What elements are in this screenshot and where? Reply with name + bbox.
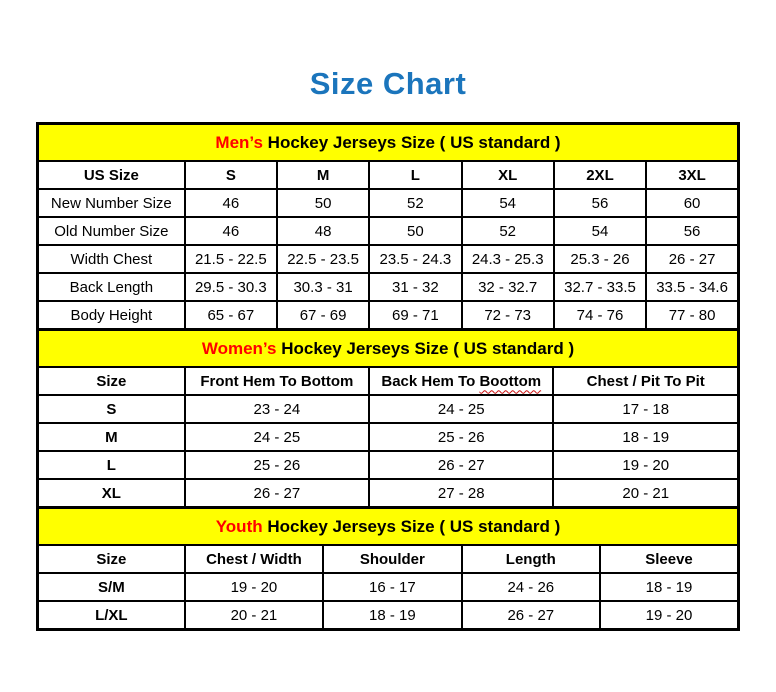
section-title-rest: Hockey Jerseys Size ( US standard ) [262, 516, 561, 536]
section-title-men [38, 124, 739, 162]
cell-value: 46 [185, 189, 277, 217]
page-title: Size Chart [309, 66, 467, 101]
cell-value: 24.3 - 25.3 [462, 245, 554, 273]
section-title-youth [38, 508, 739, 546]
cell-value: 54 [462, 189, 554, 217]
column-header: S [185, 161, 277, 189]
row-header: Width Chest [38, 245, 185, 273]
section-title-highlight: Women’s [201, 338, 277, 358]
row-header: XL [38, 479, 185, 508]
column-header: 2XL [554, 161, 646, 189]
cell-value: 17 - 18 [553, 395, 738, 423]
section-title-rest: Hockey Jerseys Size ( US standard ) [262, 132, 561, 152]
table-row [38, 273, 739, 301]
cell-value: 67 - 69 [277, 301, 369, 330]
column-header: US Size [38, 161, 185, 189]
column-header: Shoulder [323, 545, 461, 573]
cell-value: 56 [554, 189, 646, 217]
cell-value: 18 - 19 [600, 573, 738, 601]
cell-value: 23.5 - 24.3 [369, 245, 461, 273]
cell-value: 29.5 - 30.3 [185, 273, 277, 301]
womens-size-table [36, 328, 740, 509]
column-header: Chest / Pit To Pit [553, 367, 738, 395]
section-band-men [38, 124, 739, 162]
cell-value: 24 - 25 [185, 423, 369, 451]
cell-value: 16 - 17 [323, 573, 461, 601]
cell-value: 56 [646, 217, 738, 245]
section-title-highlight: Men’s [215, 132, 263, 152]
cell-value: 25 - 26 [369, 423, 553, 451]
column-header-text: Back Hem To [381, 372, 480, 390]
table-row [38, 217, 739, 245]
cell-value: 20 - 21 [553, 479, 738, 508]
header-row-women [38, 367, 739, 395]
cell-value: 23 - 24 [185, 395, 369, 423]
cell-value: 33.5 - 34.6 [646, 273, 738, 301]
size-chart-tables [36, 122, 740, 631]
column-header: Size [38, 545, 185, 573]
cell-value: 18 - 19 [553, 423, 738, 451]
youth-size-table [36, 506, 740, 631]
cell-value: 22.5 - 23.5 [277, 245, 369, 273]
header-row-men [38, 161, 739, 189]
cell-value: 69 - 71 [369, 301, 461, 330]
table-row [38, 245, 739, 273]
cell-value: 19 - 20 [185, 573, 323, 601]
column-header: L [369, 161, 461, 189]
cell-value: 60 [646, 189, 738, 217]
cell-value: 26 - 27 [646, 245, 738, 273]
table-row [38, 573, 739, 601]
row-header: Back Length [38, 273, 185, 301]
cell-value: 19 - 20 [600, 601, 738, 630]
row-header: S/M [38, 573, 185, 601]
section-title-rest: Hockey Jerseys Size ( US standard ) [276, 338, 575, 358]
cell-value: 18 - 19 [323, 601, 461, 630]
cell-value: 26 - 27 [462, 601, 600, 630]
cell-value: 25.3 - 26 [554, 245, 646, 273]
cell-value: 46 [185, 217, 277, 245]
cell-value: 24 - 25 [369, 395, 553, 423]
mens-size-table [36, 122, 740, 331]
cell-value: 19 - 20 [553, 451, 738, 479]
cell-value: 77 - 80 [646, 301, 738, 330]
row-header: Body Height [38, 301, 185, 330]
row-header: L/XL [38, 601, 185, 630]
column-header: Sleeve [600, 545, 738, 573]
column-header: Length [462, 545, 600, 573]
cell-value: 26 - 27 [185, 479, 369, 508]
table-row [38, 451, 739, 479]
table-row [38, 423, 739, 451]
cell-value: 30.3 - 31 [277, 273, 369, 301]
table-row [38, 301, 739, 330]
cell-value: 65 - 67 [185, 301, 277, 330]
cell-value: 32.7 - 33.5 [554, 273, 646, 301]
column-header: 3XL [646, 161, 738, 189]
cell-value: 48 [277, 217, 369, 245]
header-row-youth [38, 545, 739, 573]
row-header: M [38, 423, 185, 451]
cell-value: 21.5 - 22.5 [185, 245, 277, 273]
table-row [38, 395, 739, 423]
cell-value: 74 - 76 [554, 301, 646, 330]
section-band-women [38, 330, 739, 368]
row-header: Old Number Size [38, 217, 185, 245]
cell-value: 26 - 27 [369, 451, 553, 479]
row-header: New Number Size [38, 189, 185, 217]
column-header: M [277, 161, 369, 189]
cell-value: 20 - 21 [185, 601, 323, 630]
row-header: S [38, 395, 185, 423]
table-row [38, 479, 739, 508]
cell-value: 50 [277, 189, 369, 217]
misspelled-word: Boottom [479, 372, 542, 390]
cell-value: 31 - 32 [369, 273, 461, 301]
row-header: L [38, 451, 185, 479]
cell-value: 25 - 26 [185, 451, 369, 479]
section-band-youth [38, 508, 739, 546]
section-title-women [38, 330, 739, 368]
table-row [38, 189, 739, 217]
cell-value: 72 - 73 [462, 301, 554, 330]
column-header: Chest / Width [185, 545, 323, 573]
table-row [38, 601, 739, 630]
cell-value: 54 [554, 217, 646, 245]
cell-value: 27 - 28 [369, 479, 553, 508]
column-header: XL [462, 161, 554, 189]
column-header: Size [38, 367, 185, 395]
column-header: Front Hem To Bottom [185, 367, 369, 395]
cell-value: 52 [462, 217, 554, 245]
cell-value: 24 - 26 [462, 573, 600, 601]
column-header [369, 367, 553, 395]
cell-value: 50 [369, 217, 461, 245]
cell-value: 52 [369, 189, 461, 217]
section-title-highlight: Youth [215, 516, 263, 536]
cell-value: 32 - 32.7 [462, 273, 554, 301]
